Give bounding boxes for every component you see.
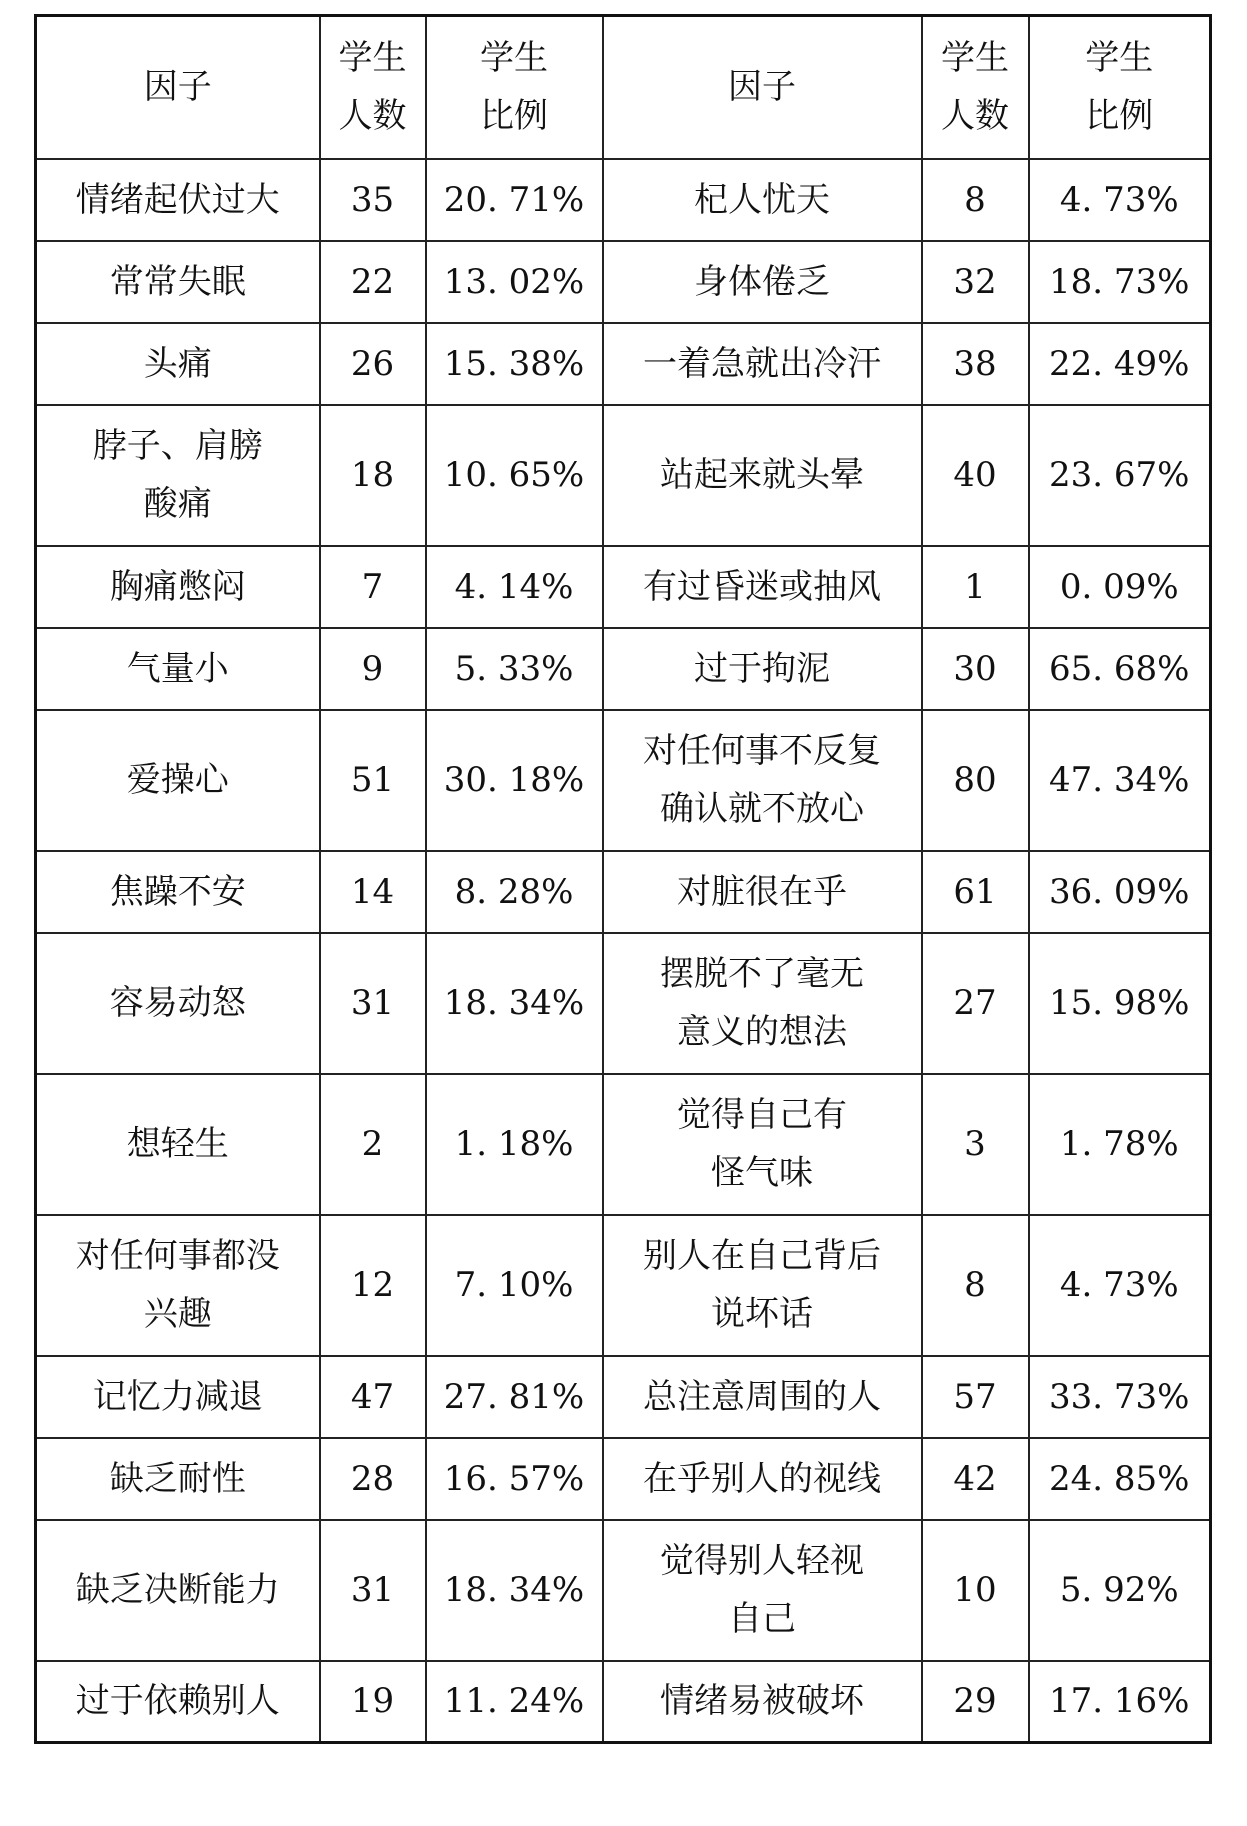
factor-cell-left [36,159,320,241]
factor-text-line: 自己 [728,1599,796,1639]
factor-text-line: 缺乏决断能力 [75,1570,280,1610]
student-count-left: 31 [320,933,426,1074]
header-ratio-line2: 比例 [1085,96,1154,137]
header-ratio-line1: 学生 [480,38,548,79]
student-ratio-right: 65. 68% [1029,628,1211,710]
student-ratio-right: 1. 78% [1029,1074,1211,1215]
student-ratio-left: 1. 18% [426,1074,603,1215]
student-count-left: 18 [320,405,426,546]
table-row [36,1215,1211,1356]
student-count-right: 1 [922,546,1029,628]
header-count-line1: 学生 [941,38,1009,79]
student-count-right: 10 [922,1520,1029,1661]
factor-cell-right [603,1215,922,1356]
student-ratio-right: 23. 67% [1029,405,1211,546]
factor-text-line: 觉得自己有 [677,1095,847,1135]
student-count-left: 28 [320,1438,426,1520]
table-row [36,1438,1211,1520]
student-count-left: 14 [320,851,426,933]
student-ratio-right: 22. 49% [1029,323,1211,405]
factor-cell-left [36,628,320,710]
factor-text-line: 酸痛 [143,484,212,524]
student-ratio-left: 18. 34% [426,1520,603,1661]
header-factor-right: 因子 [603,16,922,159]
header-ratio-line1: 学生 [1085,38,1154,79]
header-ratio-left [426,16,603,159]
student-count-left: 31 [320,1520,426,1661]
table-body [36,159,1211,1743]
header-count-right [922,16,1029,159]
factor-cell-left [36,710,320,851]
factor-text-line: 脖子、肩膀 [92,426,263,466]
factor-cell-left [36,323,320,405]
student-count-left: 9 [320,628,426,710]
factor-text-line: 记忆力减退 [92,1376,263,1417]
header-ratio-right [1029,16,1211,159]
student-ratio-right: 0. 09% [1029,546,1211,628]
student-ratio-left: 27. 81% [426,1356,603,1438]
student-count-left: 19 [320,1661,426,1743]
factor-cell-left [36,851,320,933]
student-count-right: 80 [922,710,1029,851]
table-header-row [36,16,1211,159]
factor-table-container [34,14,1209,1744]
factor-text-line: 对任何事都没 [75,1236,280,1276]
table-row [36,628,1211,710]
factor-cell-left [36,1074,320,1215]
factor-cell-right [603,323,922,405]
student-ratio-right: 24. 85% [1029,1438,1211,1520]
factor-text-line: 过于依赖别人 [75,1681,280,1722]
student-count-left: 22 [320,241,426,323]
factor-text-line: 过于拘泥 [694,648,830,689]
student-ratio-right: 15. 98% [1029,933,1211,1074]
student-count-right: 27 [922,933,1029,1074]
header-count-line2: 人数 [941,96,1009,137]
student-count-right: 40 [922,405,1029,546]
table-row [36,851,1211,933]
factor-cell-left [36,405,320,546]
student-ratio-left: 13. 02% [426,241,603,323]
student-ratio-right: 17. 16% [1029,1661,1211,1743]
table-row [36,933,1211,1074]
student-count-right: 8 [922,159,1029,241]
factor-text-line: 兴趣 [143,1294,212,1334]
student-ratio-left: 7. 10% [426,1215,603,1356]
factor-cell-right [603,628,922,710]
student-ratio-left: 4. 14% [426,546,603,628]
factor-text-line: 爱操心 [126,760,229,800]
factor-cell-right [603,1520,922,1661]
factor-cell-right [603,1356,922,1438]
factor-cell-right [603,1438,922,1520]
table-row [36,1356,1211,1438]
student-ratio-left: 15. 38% [426,323,603,405]
student-count-left: 35 [320,159,426,241]
student-count-right: 61 [922,851,1029,933]
factor-cell-right [603,851,922,933]
factor-text-line: 常常失眠 [109,261,246,302]
factor-text-line: 总注意周围的人 [643,1376,881,1417]
factor-text-line: 胸痛憋闷 [109,566,246,607]
student-ratio-right: 36. 09% [1029,851,1211,933]
table-row [36,241,1211,323]
student-count-left: 12 [320,1215,426,1356]
factor-text-line: 想轻生 [126,1124,229,1164]
factor-text-line: 气量小 [126,648,229,689]
factor-cell-right [603,1661,922,1743]
student-count-left: 26 [320,323,426,405]
factor-text-line: 情绪易被破坏 [660,1681,864,1722]
factor-cell-left [36,1438,320,1520]
student-ratio-right: 4. 73% [1029,159,1211,241]
factor-cell-right [603,546,922,628]
factor-text-line: 焦躁不安 [109,871,246,912]
header-factor-left: 因子 [36,16,320,159]
factor-cell-left [36,1356,320,1438]
header-count-left [320,16,426,159]
header-ratio-line2: 比例 [480,96,548,137]
student-ratio-left: 8. 28% [426,851,603,933]
student-ratio-left: 16. 57% [426,1438,603,1520]
factor-cell-left [36,933,320,1074]
student-ratio-right: 47. 34% [1029,710,1211,851]
factor-text-line: 杞人忧天 [694,179,830,220]
factor-text-line: 站起来就头晕 [660,455,864,495]
factor-cell-right [603,1074,922,1215]
student-count-left: 51 [320,710,426,851]
student-count-right: 8 [922,1215,1029,1356]
factor-cell-left [36,1520,320,1661]
table-row [36,323,1211,405]
student-count-left: 47 [320,1356,426,1438]
student-ratio-right: 33. 73% [1029,1356,1211,1438]
factor-text-line: 缺乏耐性 [109,1458,246,1499]
table-row [36,710,1211,851]
factor-text-line: 头痛 [143,343,212,384]
factor-cell-right [603,933,922,1074]
table-row [36,546,1211,628]
factor-cell-right [603,241,922,323]
table-row [36,1661,1211,1743]
factor-text-line: 对任何事不反复 [643,731,881,771]
factor-text-line: 觉得别人轻视 [660,1541,864,1581]
factor-text-line: 说坏话 [711,1294,813,1334]
factor-cell-left [36,1215,320,1356]
table-row [36,1520,1211,1661]
table-row [36,159,1211,241]
table-row [36,405,1211,546]
student-ratio-left: 11. 24% [426,1661,603,1743]
factor-text-line: 确认就不放心 [660,789,864,829]
student-count-right: 30 [922,628,1029,710]
student-count-left: 2 [320,1074,426,1215]
student-ratio-right: 18. 73% [1029,241,1211,323]
header-count-line1: 学生 [338,38,407,79]
student-ratio-left: 30. 18% [426,710,603,851]
student-ratio-right: 4. 73% [1029,1215,1211,1356]
student-count-right: 38 [922,323,1029,405]
factor-cell-left [36,241,320,323]
factor-text-line: 摆脱不了毫无 [660,954,864,994]
factor-table [34,14,1212,1744]
student-count-right: 29 [922,1661,1029,1743]
factor-cell-left [36,1661,320,1743]
student-ratio-left: 5. 33% [426,628,603,710]
factor-text-line: 在乎别人的视线 [643,1458,881,1499]
student-ratio-left: 20. 71% [426,159,603,241]
factor-text-line: 身体倦乏 [694,261,830,302]
factor-cell-right [603,159,922,241]
factor-text-line: 怪气味 [711,1153,813,1193]
student-count-right: 42 [922,1438,1029,1520]
header-count-line2: 人数 [338,96,407,137]
factor-text-line: 别人在自己背后 [643,1236,881,1276]
factor-text-line: 情绪起伏过大 [75,179,280,220]
factor-text-line: 一着急就出冷汗 [643,343,881,384]
factor-text-line: 对脏很在乎 [677,871,847,912]
factor-text-line: 意义的想法 [677,1012,847,1052]
student-count-right: 3 [922,1074,1029,1215]
table-row [36,1074,1211,1215]
factor-text-line: 容易动怒 [109,983,246,1023]
factor-text-line: 有过昏迷或抽风 [643,566,881,607]
student-ratio-left: 18. 34% [426,933,603,1074]
student-ratio-left: 10. 65% [426,405,603,546]
student-count-left: 7 [320,546,426,628]
student-ratio-right: 5. 92% [1029,1520,1211,1661]
factor-cell-right [603,405,922,546]
student-count-right: 32 [922,241,1029,323]
factor-cell-right [603,710,922,851]
factor-cell-left [36,546,320,628]
student-count-right: 57 [922,1356,1029,1438]
